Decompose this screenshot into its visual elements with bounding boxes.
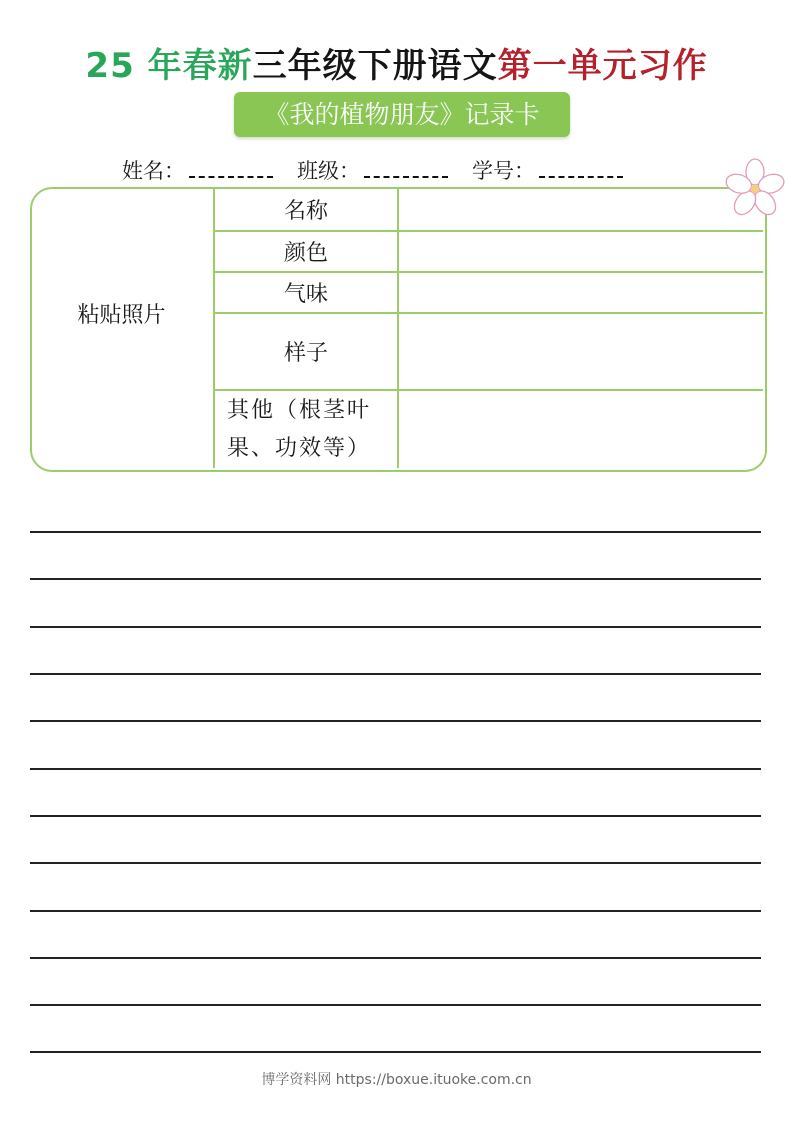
writing-line[interactable]	[30, 815, 761, 817]
value-cell-color[interactable]	[399, 232, 763, 271]
value-cell-name[interactable]	[399, 189, 763, 230]
row-label-smell: 气味	[283, 282, 328, 307]
value-cell-smell[interactable]	[399, 273, 763, 312]
footer-watermark: 博学资料网 https://boxue.ituoke.com.cn	[261, 1072, 532, 1088]
title-year: 25 年春新	[85, 46, 253, 86]
row-label-other-line1: 其他（根茎叶	[227, 397, 372, 423]
student-info-row	[122, 156, 623, 186]
writing-line[interactable]	[30, 626, 761, 628]
writing-line[interactable]	[30, 957, 761, 959]
writing-line[interactable]	[30, 673, 761, 675]
writing-line[interactable]	[30, 862, 761, 864]
title-unit: 第一单元习作	[497, 46, 708, 86]
page-title	[0, 44, 793, 88]
name-field	[122, 156, 297, 186]
writing-line[interactable]	[30, 768, 761, 770]
row-label-other-line2: 果、功效等）	[227, 435, 372, 461]
student-id-label: 学号：	[472, 159, 535, 183]
photo-paste-area[interactable]	[30, 187, 213, 470]
name-blank[interactable]	[189, 158, 273, 178]
value-cell-appearance[interactable]	[399, 314, 763, 389]
class-field	[297, 156, 472, 186]
value-cell-other[interactable]	[399, 391, 763, 468]
class-label: 班级：	[297, 159, 360, 183]
writing-line[interactable]	[30, 1051, 761, 1053]
student-id-blank[interactable]	[539, 158, 623, 178]
photo-paste-label: 粘贴照片	[77, 303, 166, 328]
row-label-name: 名称	[283, 199, 328, 224]
row-label-other	[215, 391, 397, 468]
class-blank[interactable]	[364, 158, 448, 178]
writing-line[interactable]	[30, 1004, 761, 1006]
name-label: 姓名：	[122, 159, 185, 183]
writing-line[interactable]	[30, 578, 761, 580]
flower-icon	[724, 158, 786, 220]
writing-line[interactable]	[30, 720, 761, 722]
title-grade: 三年级下册语文	[252, 46, 498, 86]
row-label-color: 颜色	[283, 241, 328, 266]
subtitle-banner: 《我的植物朋友》记录卡	[234, 92, 570, 137]
writing-line[interactable]	[30, 910, 761, 912]
row-label-appearance: 样子	[283, 341, 328, 366]
student-id-field	[472, 156, 623, 186]
writing-line[interactable]	[30, 531, 761, 533]
